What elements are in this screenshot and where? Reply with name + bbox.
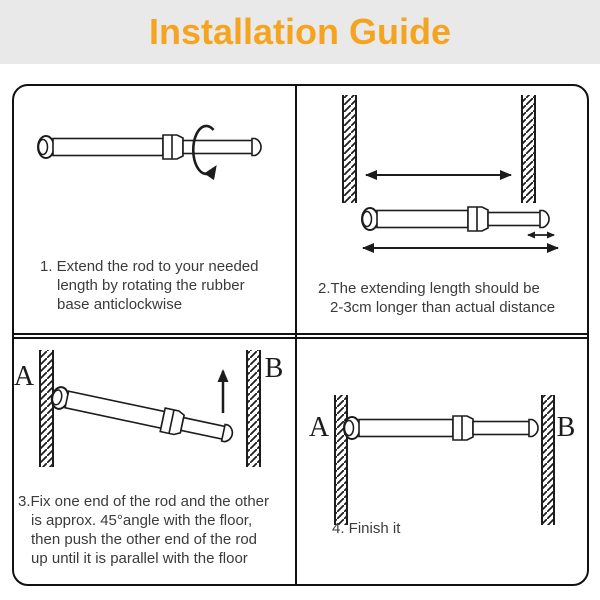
caption-line: 4. Finish it [332,520,401,537]
rod-tube-thin [181,418,228,440]
title-bar [0,0,600,64]
rubber-base-cap-inner [39,140,48,155]
rod-end-cap [540,211,549,228]
rod-end-cap [529,420,538,437]
caption-line: is approx. 45°angle with the floor, [31,512,253,529]
wall-left [343,95,356,203]
wall-right [542,395,554,525]
rod-tube-thick [53,139,163,156]
rod-tube-thick [359,420,453,437]
rod-tube-thin [473,422,532,435]
step4-diagram [295,337,589,587]
step2-caption [318,279,555,317]
caption-line: then push the other end of the rod [31,531,258,548]
horizontal-divider-top [12,333,589,335]
rod-connector [453,416,473,440]
rod-tube-thick [377,211,468,228]
wall-a-label: A [308,412,330,443]
step1-caption [40,257,259,314]
wall-a-label: A [13,361,35,392]
caption-line: length by rotating the rubber [57,277,245,294]
caption-line: 2.The extending length should be [318,280,540,297]
tension-rod [50,385,235,447]
wall-left [40,350,53,467]
caption-line: up until it is parallel with the floor [31,550,248,567]
tension-rod [344,416,538,440]
step4-caption [332,519,400,538]
rod-end-cap [252,139,261,156]
tension-rod [362,207,549,231]
caption-line: 2-3cm longer than actual distance [330,299,556,316]
wall-right [522,95,535,203]
page-title: Installation Guide [148,11,452,52]
rod-tube-thick [65,391,164,428]
rod-connector [468,207,488,231]
rod-tube-thin [488,213,543,226]
tension-rod [38,135,261,159]
rubber-base-cap-inner [363,212,372,227]
wall-left [335,395,347,525]
wall-b-label: B [556,412,576,443]
caption-line: 1. Extend the rod to your needed [40,258,259,275]
rod-connector [163,135,183,159]
caption-line: 3.Fix one end of the rod and the other [18,493,270,510]
rod-connector [160,408,185,436]
rubber-base-cap-inner [345,421,354,436]
caption-line: base anticlockwise [57,296,183,313]
wall-b-label: B [264,353,284,384]
step3-caption [18,492,269,568]
wall-right [247,350,260,467]
